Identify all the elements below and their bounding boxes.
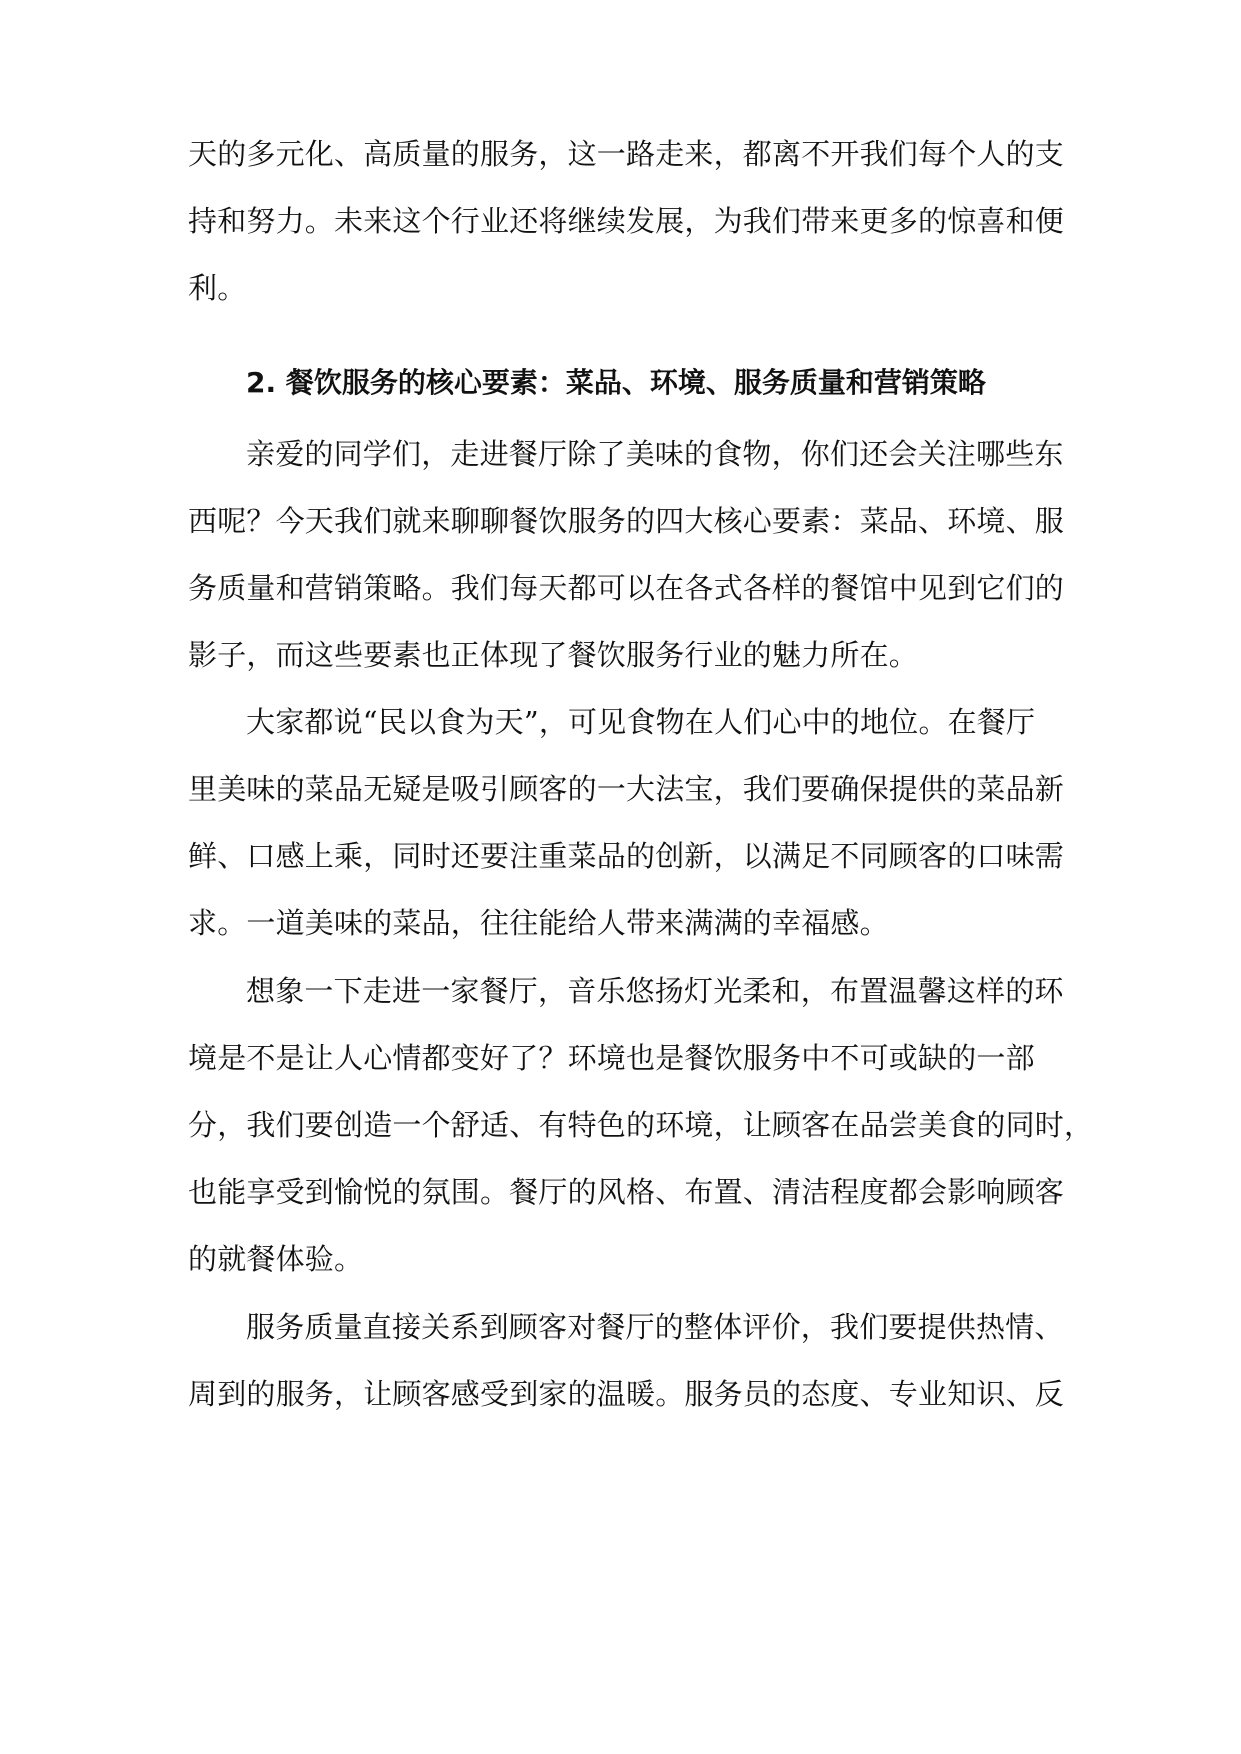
paragraph-line: 想象一下走进一家餐厅，音乐悠扬灯光柔和，布置温馨这样的环 (246, 974, 1064, 1008)
paragraph-line: 西呢？今天我们就来聊聊餐饮服务的四大核心要素：菜品、环境、服 (188, 504, 1065, 538)
paragraph-line: 的就餐体验。 (188, 1242, 364, 1276)
paragraph-line: 亲爱的同学们，走进餐厅除了美味的食物，你们还会关注哪些东 (246, 437, 1064, 471)
paragraph-line: 鲜、口感上乘，同时还要注重菜品的创新，以满足不同顾客的口味需 (188, 839, 1065, 873)
paragraph-line: 大家都说“民以食为天”，可见食物在人们心中的地位。在餐厅 (246, 705, 1036, 739)
paragraph-line: 里美味的菜品无疑是吸引顾客的一大法宝，我们要确保提供的菜品新 (188, 772, 1065, 806)
paragraph-line: 务质量和营销策略。我们每天都可以在各式各样的餐馆中见到它们的 (188, 571, 1065, 605)
section-heading: 2. 餐饮服务的核心要素：菜品、环境、服务质量和营销策略 (246, 366, 986, 399)
paragraph-line: 天的多元化、高质量的服务，这一路走来，都离不开我们每个人的支 (188, 137, 1065, 171)
paragraph-line: 影子，而这些要素也正体现了餐饮服务行业的魅力所在。 (188, 638, 919, 672)
paragraph-line: 利。 (188, 271, 247, 305)
paragraph-line: 服务质量直接关系到顾客对餐厅的整体评价，我们要提供热情、 (246, 1310, 1064, 1344)
paragraph-line: 求。一道美味的菜品，往往能给人带来满满的幸福感。 (188, 906, 889, 940)
paragraph-line: 分，我们要创造一个舒适、有特色的环境，让顾客在品尝美食的同时， (188, 1108, 1094, 1142)
paragraph-line: 也能享受到愉悦的氛围。餐厅的风格、布置、清洁程度都会影响顾客 (188, 1175, 1065, 1209)
paragraph-line: 境是不是让人心情都变好了？环境也是餐饮服务中不可或缺的一部 (188, 1041, 1035, 1075)
paragraph-line: 持和努力。未来这个行业还将继续发展，为我们带来更多的惊喜和便 (188, 204, 1065, 238)
paragraph-line: 周到的服务，让顾客感受到家的温暖。服务员的态度、专业知识、反 (188, 1377, 1065, 1411)
